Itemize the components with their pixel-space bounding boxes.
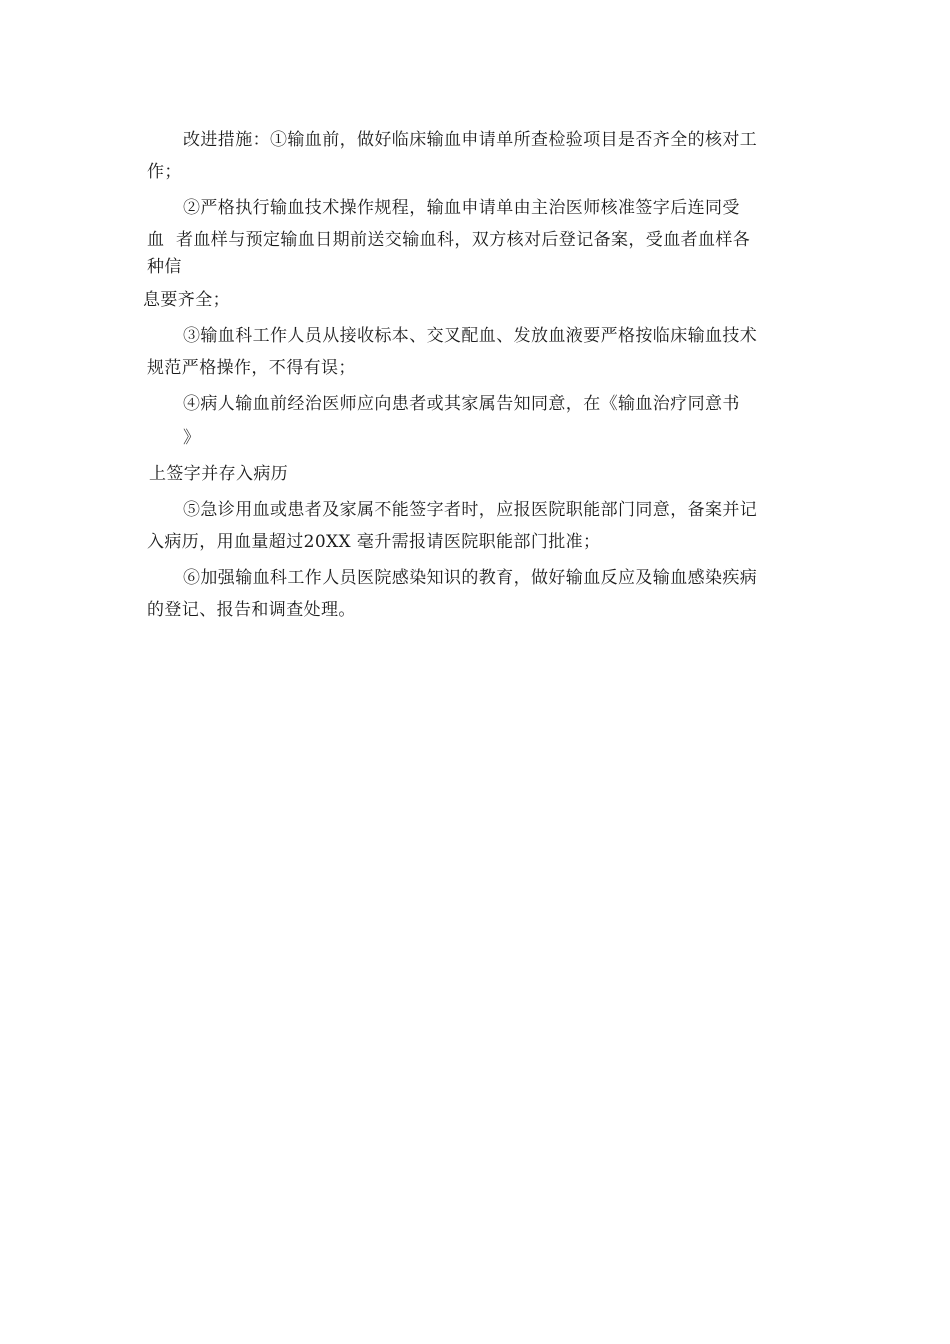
text-line: 息要齐全； xyxy=(143,290,230,310)
text-line: ④病人输血前经治医师应向患者或其家属告知同意，在《输血治疗同意书 xyxy=(183,394,740,414)
paragraph-sign-record xyxy=(147,458,817,490)
paragraph-measures-2 xyxy=(147,192,817,278)
text-line: 入病历，用血量超过20XX 毫升需报请医院职能部门批准； xyxy=(147,532,601,552)
text-line: 血 者血样与预定输血日期前送交输血科，双方核对后登记备案，受血者血样各 xyxy=(147,230,751,250)
paragraph-measures-3 xyxy=(147,320,817,384)
paragraph-measures-1 xyxy=(147,124,817,188)
paragraph-measures-6 xyxy=(147,562,817,626)
paragraph-measures-4 xyxy=(147,388,817,420)
paragraph-closing-bracket xyxy=(147,422,817,454)
paragraph-measures-5 xyxy=(147,494,817,558)
text-line: 改进措施：①输血前，做好临床输血申请单所查检验项目是否齐全的核对工 xyxy=(183,130,758,150)
text-line: ②严格执行输血技术操作规程，输血申请单由主治医师核准签字后连同受 xyxy=(183,198,740,218)
text-line: 上签字并存入病历 xyxy=(149,464,289,484)
text-line: 种信 xyxy=(147,257,182,277)
text-line: ⑥加强输血科工作人员医院感染知识的教育，做好输血反应及输血感染疾病 xyxy=(183,568,758,588)
text-line: 作； xyxy=(147,162,182,182)
text-line: 》 xyxy=(183,428,201,448)
document-body xyxy=(143,124,817,626)
text-line: 规范严格操作，不得有误； xyxy=(147,358,356,378)
text-line: 的登记、报告和调查处理。 xyxy=(147,600,356,620)
text-line: ⑤急诊用血或患者及家属不能签字者时，应报医院职能部门同意，备案并记 xyxy=(183,500,758,520)
text-line: ③输血科工作人员从接收标本、交叉配血、发放血液要严格按临床输血技术 xyxy=(183,326,758,346)
paragraph-info-complete xyxy=(143,284,817,316)
